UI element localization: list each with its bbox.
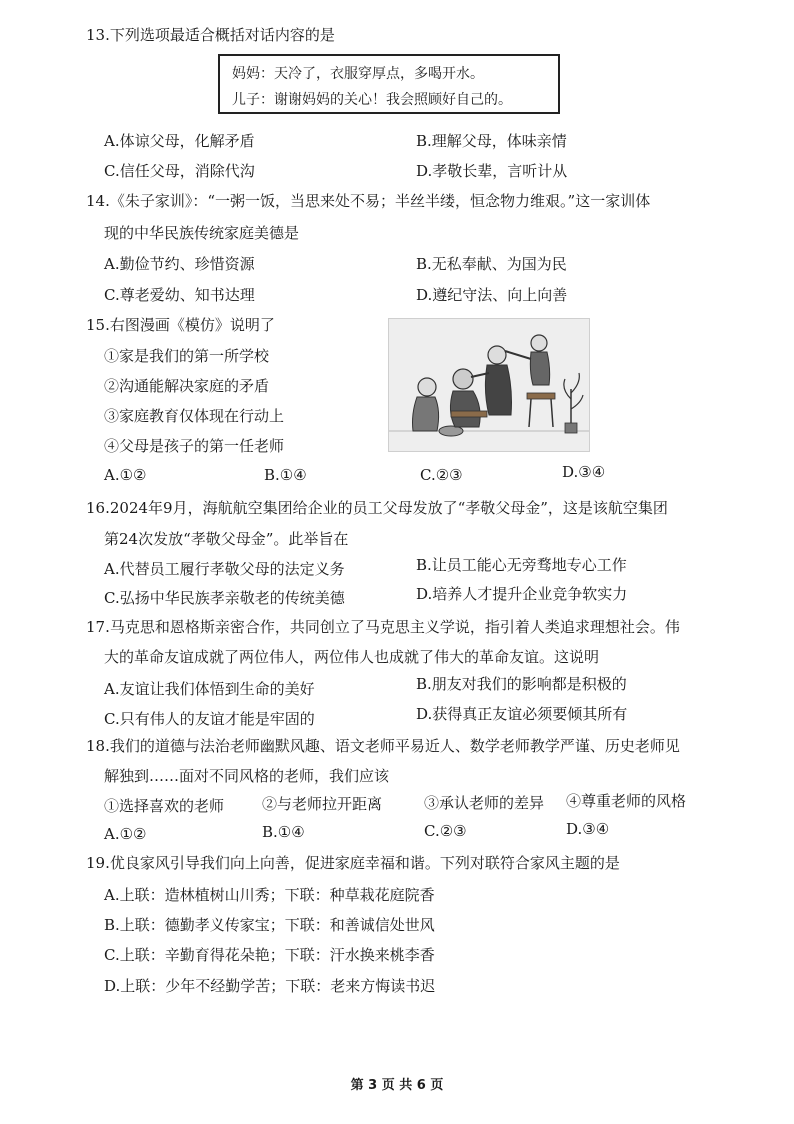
q17-option-b: B.朋友对我们的影响都是积极的 <box>416 675 627 693</box>
q14-option-a: A.勤俭节约、珍惜资源 <box>104 255 255 273</box>
q16-option-a: A.代替员工履行孝敬父母的法定义务 <box>104 560 345 578</box>
q15-option-a: A.①② <box>104 466 147 484</box>
q18-item-4: ④尊重老师的风格 <box>566 792 687 810</box>
q18-item-1: ①选择喜欢的老师 <box>104 797 225 815</box>
q19-stem: 19.优良家风引导我们向上向善，促进家庭幸福和谐。下列对联符合家风主题的是 <box>86 854 620 872</box>
q16-option-c: C.弘扬中华民族孝亲敬老的传统美德 <box>104 589 345 607</box>
q13-option-d: D.孝敬长辈，言听计从 <box>416 162 568 180</box>
q15-item-1: ①家是我们的第一所学校 <box>104 347 270 365</box>
q15-option-d: D.③④ <box>562 463 606 481</box>
q16-stem-line2: 第24次发放“孝敬父母金”。此举旨在 <box>104 530 349 548</box>
q15-item-4: ④父母是孩子的第一任老师 <box>104 437 285 455</box>
q13-dialog-box <box>218 54 560 114</box>
q19-option-d: D.上联：少年不经勤学苦；下联：老来方悔读书迟 <box>104 977 436 995</box>
q14-stem-line1: 14.《朱子家训》：“一粥一饭，当思来处不易；半丝半缕，恒念物力维艰。”这一家训体 <box>86 192 651 210</box>
q19-option-b: B.上联：德勤孝义传家宝；下联：和善诚信处世风 <box>104 916 435 934</box>
q14-option-d: D.遵纪守法、向上向善 <box>416 286 568 304</box>
q17-option-a: A.友谊让我们体悟到生命的美好 <box>104 680 315 698</box>
q13-option-b: B.理解父母，体味亲情 <box>416 132 567 150</box>
q15-stem: 15.右图漫画《模仿》说明了 <box>86 316 275 334</box>
q17-option-d: D.获得真正友谊必须要倾其所有 <box>416 705 628 723</box>
q13-stem: 13.下列选项最适合概括对话内容的是 <box>86 26 335 44</box>
q14-option-c: C.尊老爱幼、知书达理 <box>104 286 255 304</box>
q14-option-b: B.无私奉献、为国为民 <box>416 255 567 273</box>
q13-dialog-line-mother: 妈妈：天冷了，衣服穿厚点，多喝开水。 <box>232 66 484 82</box>
q18-item-2: ②与老师拉开距离 <box>262 795 383 813</box>
q17-stem-line2: 大的革命友谊成就了两位伟人，两位伟人也成就了伟大的革命友谊。这说明 <box>104 648 600 666</box>
q19-option-a: A.上联：造林植树山川秀；下联：种草栽花庭院香 <box>104 886 435 904</box>
q13-option-c: C.信任父母，消除代沟 <box>104 162 255 180</box>
q15-option-b: B.①④ <box>264 466 307 484</box>
q18-option-a: A.①② <box>104 825 147 843</box>
q15-option-c: C.②③ <box>420 466 463 484</box>
page-footer: 第 3 页 共 6 页 <box>350 1078 444 1093</box>
q18-item-3: ③承认老师的差异 <box>424 794 545 812</box>
q16-stem-line1: 16.2024年9月，海航航空集团给企业的员工父母发放了“孝敬父母金”，这是该航空集团 <box>86 499 668 517</box>
q17-stem-line1: 17.马克思和恩格斯亲密合作，共同创立了马克思主义学说，指引着人类追求理想社会。伟 <box>86 618 680 636</box>
q18-stem-line2: 解独到……面对不同风格的老师，我们应该 <box>104 767 390 785</box>
q16-option-d: D.培养人才提升企业竞争软实力 <box>416 585 628 603</box>
q19-option-c: C.上联：辛勤育得花朵艳；下联：汗水换来桃李香 <box>104 946 435 964</box>
q17-option-c: C.只有伟人的友谊才能是牢固的 <box>104 710 315 728</box>
cartoon-illustration <box>389 319 589 451</box>
q18-option-c: C.②③ <box>424 822 467 840</box>
q14-stem-line2: 现的中华民族传统家庭美德是 <box>104 224 300 242</box>
q13-dialog-line-son: 儿子：谢谢妈妈的关心！我会照顾好自己的。 <box>232 92 512 108</box>
q13-option-a: A.体谅父母，化解矛盾 <box>104 132 255 150</box>
q15-item-2: ②沟通能解决家庭的矛盾 <box>104 377 270 395</box>
q18-stem-line1: 18.我们的道德与法治老师幽默风趣、语文老师平易近人、数学老师教学严谨、历史老师见 <box>86 737 680 755</box>
q18-option-b: B.①④ <box>262 823 305 841</box>
q16-option-b: B.让员工能心无旁骛地专心工作 <box>416 556 627 574</box>
q15-item-3: ③家庭教育仅体现在行动上 <box>104 407 285 425</box>
q18-option-d: D.③④ <box>566 820 610 838</box>
q15-cartoon-image <box>388 318 590 452</box>
